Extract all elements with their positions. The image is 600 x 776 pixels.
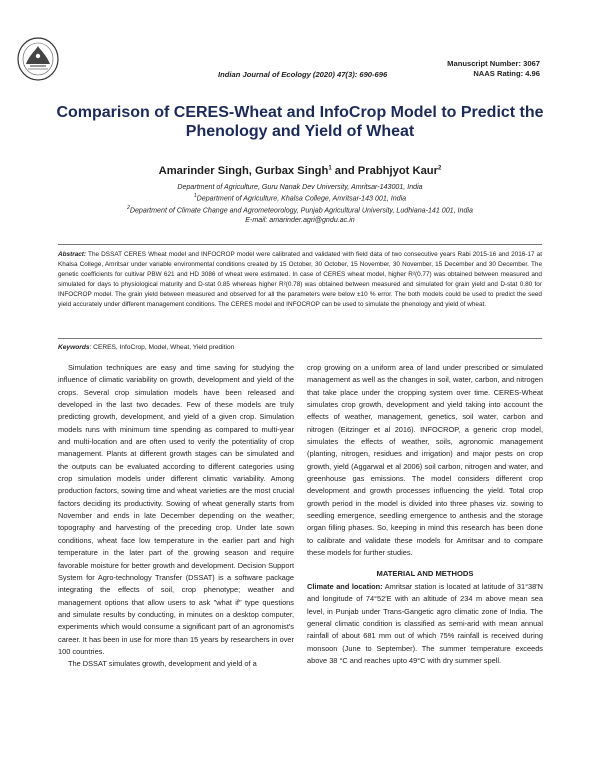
- author-names-2: and Prabhjyot Kaur: [331, 165, 438, 177]
- left-column: [58, 362, 294, 671]
- author-list: [40, 165, 560, 177]
- affiliation-3: [40, 204, 560, 216]
- paper-title: Comparison of CERES-Wheat and InfoCrop Model to Predict the Phenology and Yield of Wheat: [56, 104, 544, 140]
- keywords-label: Keywords: [58, 344, 90, 351]
- climate-subheading: Climate and location:: [307, 581, 383, 591]
- section-heading-methods: MATERIAL AND METHODS: [376, 568, 474, 578]
- author-email: E-mail: amarinder.agri@gndu.ac.in: [245, 215, 355, 224]
- intro-paragraph-continued: crop growing on a uniform area of land under prescribed or simulated management as well as the changes in soil, water, carbon, and nitrogen that take place under the cropping system over time. CERES-Wheat simulates crop growth, development and yield taking into account the effects of weather, management, genetics, soil water, carbon and nitrogen (Eitzinger et al 2016). INFOCROP, a generic crop model, simulates the effects of weather, soils, agronomic management (planting, nitrogen, residues and irrigation) and major pests on crop growth, yield (Aggarwal et al 2006) soil carbon, nitrogen and water, and greenhouse gas emissions. The model considers different crop development and growth processes influencing the yield. Total crop growth period in the model is divided into three phases viz. sowing to seedling emergence, seedling emergence to anthesis and the storage organ filling phases. So, keeping in mind this research has been done to calibrate and validate these models for Amritsar and to compare these models for further studies.: [307, 363, 543, 558]
- abstract-label: Abstract:: [58, 251, 87, 258]
- manuscript-number: Manuscript Number: 3067: [447, 59, 540, 68]
- intro-paragraph-2: The DSSAT simulates growth, development and yield of a: [68, 659, 257, 669]
- affiliation-2-sup: 1: [193, 193, 197, 200]
- author-sup-2: 2: [438, 165, 442, 172]
- affiliation-2-text: Department of Agriculture, Khalsa College, Amritsar-143 001, India: [196, 194, 407, 203]
- abstract-top-rule: [58, 244, 542, 245]
- affiliation-3-sup: 2: [127, 205, 130, 212]
- abstract-bottom-rule: [58, 338, 542, 339]
- author-names-1: Amarinder Singh, Gurbax Singh: [158, 165, 329, 177]
- keywords-text: : CERES, InfoCrop, Model, Wheat, Yield predition: [89, 344, 235, 351]
- manuscript-info: [430, 59, 540, 79]
- keywords: [58, 344, 542, 351]
- naas-rating: NAAS Rating: 4.96: [473, 69, 540, 78]
- journal-logo-icon: [16, 36, 60, 82]
- journal-citation: Indian Journal of Ecology (2020) 47(3): 690-696: [218, 70, 388, 79]
- affiliations: [40, 183, 560, 225]
- right-column: [307, 362, 543, 667]
- climate-text: Amritsar station is located at latitude of 31°38'N and longitude of 74°52'E with an altitude of 234 m above mean sea level, in Punjab under Trans-Gangetic agro climatic zone of India. The general climatic condition is classified as semi-arid with mean annual rainfall of about 681 mm out of which 75% rainfall is received during monsoon (June to September). The summer temperature exceeds above 38 °C and reaches upto 49°C with dry summer spell.: [307, 581, 543, 665]
- abstract-text: The DSSAT CERES Wheat model and INFOCROP model were calibrated and validated with field data of two consecutive years Rabi 2015-16 and 2016-17 at Khalsa College, Amritsar under variable environmental conditions created by 15 October, 30 October, 15 November, 30 November, 15 December and 30 December. The genetic coefficients for cultivar PBW 621 and HD 3086 of wheat were estimated. In case of CERES wheat model, higher R²(0.77) was obtained between measured and simulated for days to physiological maturity and D-stat 0.85 whereas higher R²(0.78) was obtained between measured and simulated for grain yield and D-stat 0.80 for INFOCROP model. The grain yield between measured and observed for all the parameters were below ±10 % error. The both models could be used to predict the seed yield accurately under different management conditions. The CERES model and INFOCROP can be used to simulate the phenology and yield of wheat.: [58, 251, 542, 308]
- affiliation-3-text: Department of Climate Change and Agrometeorology, Punjab Agricultural University, Ludhiana-141 001, India: [129, 206, 473, 215]
- climate-paragraph: [307, 581, 543, 667]
- author-sup-1: 1: [328, 165, 332, 172]
- affiliation-2: [40, 192, 560, 204]
- abstract: [58, 250, 542, 309]
- affiliation-1: Department of Agriculture, Guru Nanak Dev University, Amritsar-143001, India: [177, 183, 423, 191]
- intro-paragraph-1: Simulation techniques are easy and time saving for studying the influence of climatic variability on growth, development and yield of the crops. Several crop simulation models have been released and developed in the last two decades. Few of these models are truly predicting growth, development, and yield of a given crop. Simulation models runs with minimum time spending as compared to multi-year and multi-location and are often used to verify the potentiality of crop management. Plants at different growth stages can be simulated and the outputs can be evaluated according to different categories using crop simulation models under different climatic variability. Among production factors, sowing time and wheat varieties are the most crucial factors deciding its productivity. Sowing of wheat generally starts from November and ends in late December depending on the weather; topography and harvesting of the preceding crop. Under late sown conditions, wheat face low temperature in the earlier part and high temperature in the later part of the growing season and require favorable moisture for better growth and development. Decision Support System for Agro-technology Transfer (DSSAT) is a software package integrating the effects of soil, crop phenotype; weather and management options that allow users to ask "what if" type questions and simulate results by conducting, in minutes on a desktop computer, experiments which would consume a significant part of an agronomist's career. It has been in use for more than 15 years by researchers in over 100 countries.: [58, 363, 294, 656]
